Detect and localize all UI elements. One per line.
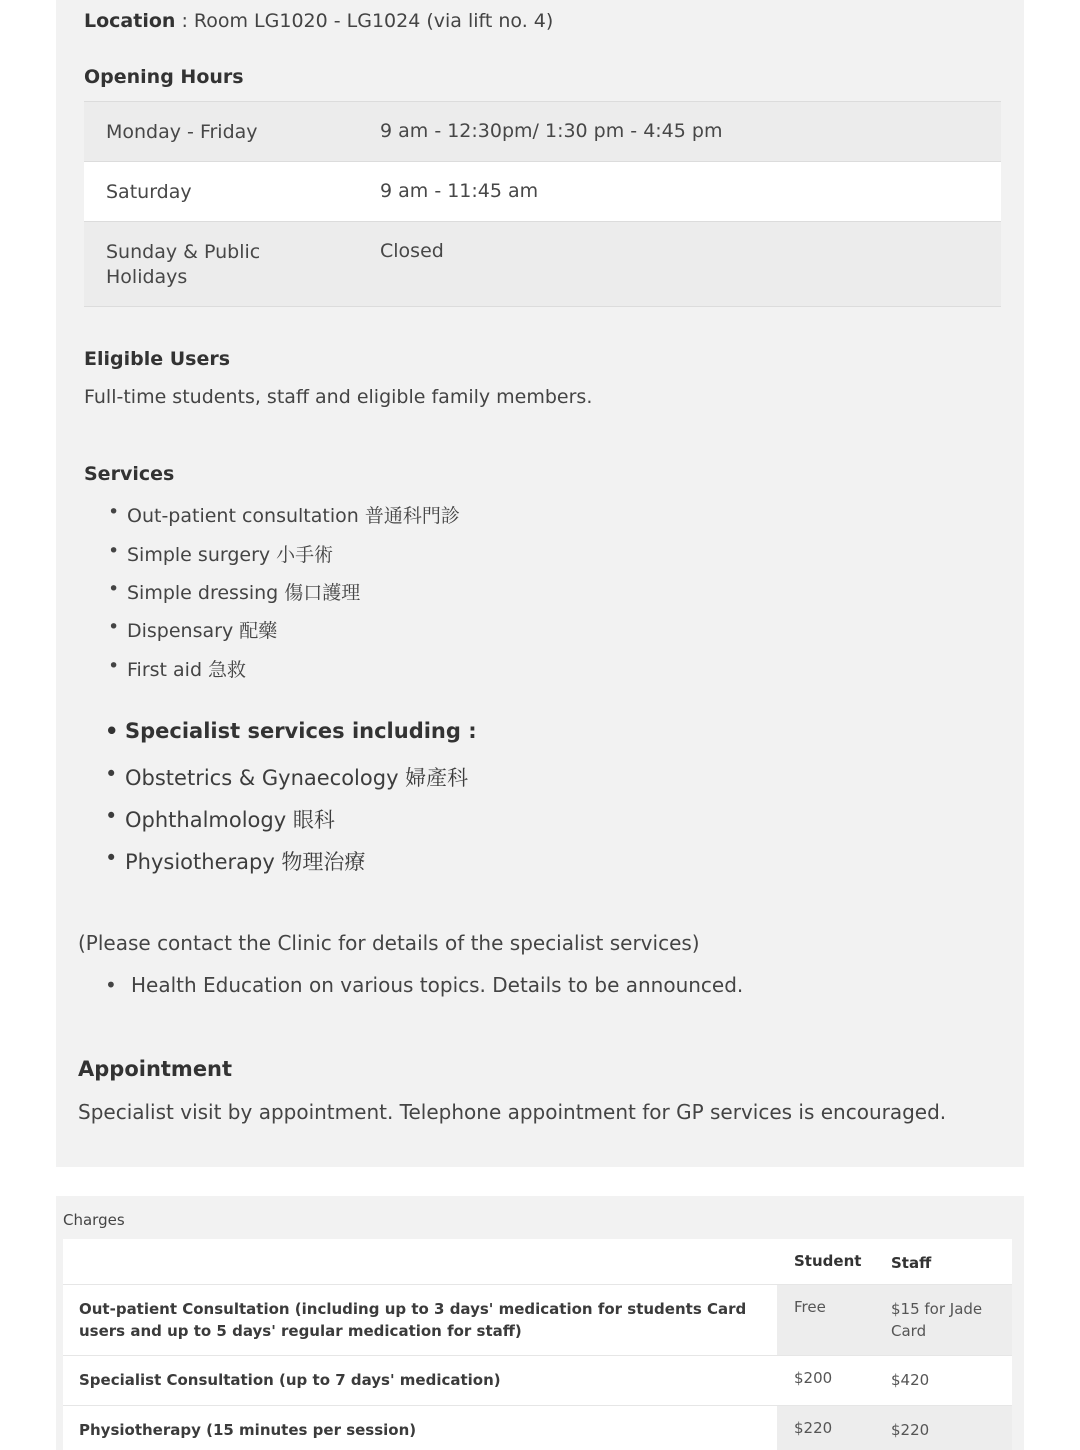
appointment-text: Specialist visit by appointment. Telephone appointment for GP services is encouraged.	[78, 1100, 947, 1124]
student-price: $200	[794, 1369, 833, 1387]
opening-hours-table	[84, 101, 1001, 307]
service-item: • Simple surgery 小手術	[110, 540, 333, 567]
staff-price: $420	[891, 1371, 930, 1389]
hours-day: Monday - Friday	[106, 121, 258, 143]
table-row	[63, 1356, 1012, 1406]
student-price: Free	[794, 1298, 826, 1316]
service-item: • Simple dressing 傷口護理	[110, 578, 360, 605]
hours-row	[84, 102, 1001, 162]
specialist-item: • Obstetrics & Gynaecology 婦產科	[105, 762, 468, 792]
table-row	[63, 1285, 1012, 1356]
student-header: Student	[794, 1252, 862, 1270]
specialist-services-heading: • Specialist services including :	[105, 719, 477, 743]
charges-title: Charges	[63, 1211, 125, 1229]
hours-time: 9 am - 11:45 am	[380, 180, 539, 202]
service-item: • Out-patient consultation 普通科門診	[110, 501, 460, 528]
charges-header-row	[63, 1239, 1012, 1285]
charge-item: Specialist Consultation (up to 7 days' medication)	[79, 1371, 501, 1389]
specialist-item: • Ophthalmology 眼科	[105, 804, 335, 834]
eligible-users-text: Full-time students, staff and eligible family members.	[84, 386, 593, 408]
hours-row	[84, 222, 1001, 307]
table-row	[63, 1406, 1012, 1450]
specialist-item: • Physiotherapy 物理治療	[105, 846, 365, 876]
appointment-title: Appointment	[78, 1057, 233, 1081]
hours-row	[84, 162, 1001, 222]
hours-time: Closed	[380, 240, 444, 262]
charge-item: Physiotherapy (15 minutes per session)	[79, 1421, 417, 1439]
service-item: • First aid 急救	[110, 655, 246, 682]
staff-price: $220	[891, 1421, 930, 1439]
opening-hours-title: Opening Hours	[84, 66, 244, 88]
hours-time: 9 am - 12:30pm/ 1:30 pm - 4:45 pm	[380, 120, 723, 142]
charge-item: Out-patient Consultation (including up to 3 days' medication for students Card users and up to 5 days' regular medication for staff)	[79, 1300, 747, 1340]
eligible-users-title: Eligible Users	[84, 348, 231, 370]
location-value: : Room LG1020 - LG1024 (via lift no. 4)	[175, 10, 554, 32]
hours-day: Saturday	[106, 181, 192, 203]
location-line	[84, 10, 553, 32]
staff-header: Staff	[891, 1254, 932, 1272]
staff-price: $15 for Jade Card	[891, 1300, 983, 1340]
service-item: • Dispensary 配藥	[110, 616, 277, 643]
health-education-item: • Health Education on various topics. Details to be announced.	[105, 973, 743, 997]
location-label: Location	[84, 10, 176, 32]
services-title: Services	[84, 463, 175, 485]
student-price: $220	[794, 1419, 833, 1437]
charges-table	[63, 1239, 1012, 1450]
hours-day: Sunday & Public Holidays	[106, 241, 261, 288]
specialist-note: (Please contact the Clinic for details of the specialist services)	[78, 931, 700, 955]
